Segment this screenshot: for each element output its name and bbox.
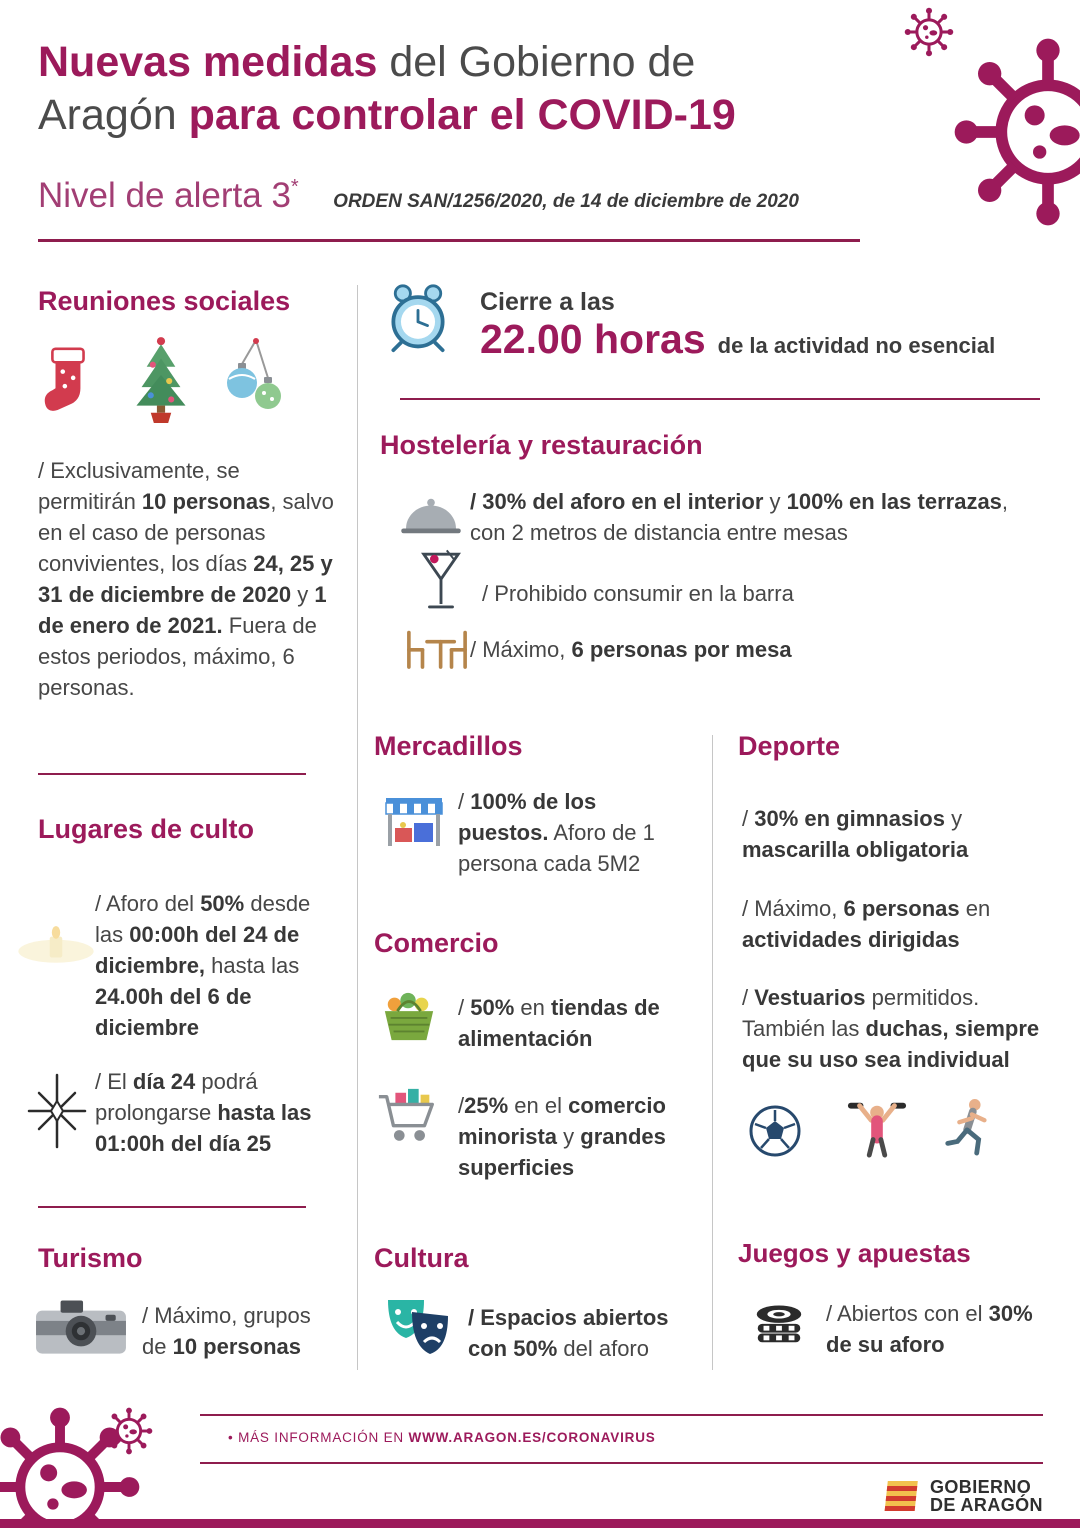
poker-chips-icon	[750, 1292, 808, 1348]
comercio-item-1: / 50% en tiendas de alimentación	[458, 995, 660, 1051]
soccer-ball-icon	[748, 1104, 802, 1158]
serving-dish-icon	[398, 492, 464, 540]
aragon-flag-icon	[882, 1479, 922, 1513]
closure-divider	[400, 398, 1040, 400]
table-chairs-icon	[398, 624, 476, 672]
footer-info	[228, 1430, 656, 1445]
closure-line-1: Cierre a las	[480, 288, 615, 316]
section-divider	[38, 773, 306, 775]
weightlifter-icon	[846, 1094, 908, 1160]
theater-masks-icon	[382, 1296, 454, 1358]
comercio-item-2: /25% en el comercio minorista y grandes superficies	[458, 1093, 666, 1180]
footer-rule-top	[200, 1414, 1043, 1416]
section-divider	[38, 1206, 306, 1208]
title-line-1	[38, 36, 888, 89]
footer-rule-bottom	[200, 1462, 1043, 1464]
mercadillos-item-1: / 100% de los puestos. Aforo de 1 persona cada 5M2	[458, 789, 655, 876]
runner-icon	[942, 1094, 996, 1160]
christmas-tree-icon	[128, 334, 194, 424]
hosteleria-item-3: / Máximo, 6 personas por mesa	[470, 637, 792, 662]
juegos-item-1: / Abiertos con el 30% de su aforo	[826, 1301, 1033, 1357]
virus-icon	[948, 32, 1080, 232]
section-title-culto: Lugares de culto	[38, 814, 255, 844]
virus-icon	[104, 1406, 154, 1456]
closure-time: 22.00 horas	[480, 316, 706, 362]
section-title-deporte: Deporte	[738, 731, 841, 761]
column-divider	[712, 735, 713, 1370]
alert-asterisk: *	[290, 176, 299, 198]
deporte-item-1: / 30% en gimnasios y mascarilla obligatoria	[742, 806, 969, 862]
reuniones-body: / Exclusivamente, se permitirán 10 personas, salvo en el caso de personas convivientes, los días 24, 25 y 31 de diciembre de 2020 y 1 de enero de 2021. Fuera de estos periodos, máximo, 6 personas.	[38, 458, 334, 700]
section-title-comercio: Comercio	[374, 928, 499, 958]
title-gray-1: del Gobierno de	[377, 38, 696, 86]
footer-info-prefix: • MÁS INFORMACIÓN EN	[228, 1430, 409, 1445]
christmas-baubles-icon	[222, 338, 286, 424]
closure-suffix: de la actividad no esencial	[717, 333, 996, 358]
title-accent-2: para controlar el COVID-19	[188, 91, 736, 139]
page-title	[38, 36, 888, 142]
order-reference: ORDEN SAN/1256/2020, de 14 de diciembre de 2020	[333, 191, 799, 212]
culto-item-2: / El día 24 podrá prolongarse hasta las 01:00h del día 25	[95, 1069, 312, 1156]
bottom-accent-bar	[0, 1519, 1080, 1528]
alert-level-line	[38, 176, 799, 216]
shopping-cart-icon	[376, 1086, 440, 1148]
turismo-item-1: / Máximo, grupos de 10 personas	[142, 1303, 311, 1359]
title-accent-1: Nuevas medidas	[38, 38, 378, 86]
section-title-hosteleria: Hostelería y restauración	[380, 430, 703, 460]
christmas-stocking-icon	[42, 342, 96, 422]
cultura-item-1: / Espacios abiertos con 50% del aforo	[468, 1305, 669, 1361]
closure-line-2	[480, 316, 995, 363]
column-divider	[357, 285, 358, 1370]
candle-icon	[14, 922, 98, 968]
deporte-item-3: / Vestuarios permitidos. También las duchas, siempre que su uso sea individual	[742, 985, 1040, 1072]
hosteleria-item-2: / Prohibido consumir en la barra	[482, 581, 794, 606]
grocery-basket-icon	[378, 988, 440, 1044]
cocktail-icon	[418, 548, 464, 616]
alert-level: Nivel de alerta 3	[38, 176, 291, 215]
star-icon	[24, 1072, 90, 1150]
gobierno-aragon-logo	[882, 1478, 1043, 1514]
section-title-reuniones: Reuniones sociales	[38, 286, 291, 316]
deporte-item-2: / Máximo, 6 personas en actividades dirigidas	[742, 896, 991, 952]
coronavirus-url[interactable]: WWW.ARAGON.ES/CORONAVIRUS	[408, 1430, 656, 1445]
section-title-mercadillos: Mercadillos	[374, 731, 523, 761]
logo-text	[930, 1478, 1043, 1514]
hosteleria-item-1: / 30% del aforo en el interior y 100% en las terrazas, con 2 metros de distancia entre mesas	[470, 489, 1009, 545]
logo-line-2: DE ARAGÓN	[930, 1495, 1043, 1515]
market-stall-icon	[382, 792, 446, 850]
header-rule	[38, 239, 860, 242]
camera-icon	[34, 1294, 128, 1358]
section-title-turismo: Turismo	[38, 1243, 143, 1273]
logo-line-1: GOBIERNO	[930, 1477, 1032, 1497]
alarm-clock-icon	[382, 281, 454, 355]
title-gray-2: Aragón	[38, 91, 189, 139]
section-title-cultura: Cultura	[374, 1243, 469, 1273]
culto-item-1: / Aforo del 50% desde las 00:00h del 24 de diciembre, hasta las 24.00h del 6 de diciembre	[95, 891, 311, 1040]
section-title-juegos: Juegos y apuestas	[738, 1238, 971, 1268]
title-line-2	[38, 89, 888, 142]
